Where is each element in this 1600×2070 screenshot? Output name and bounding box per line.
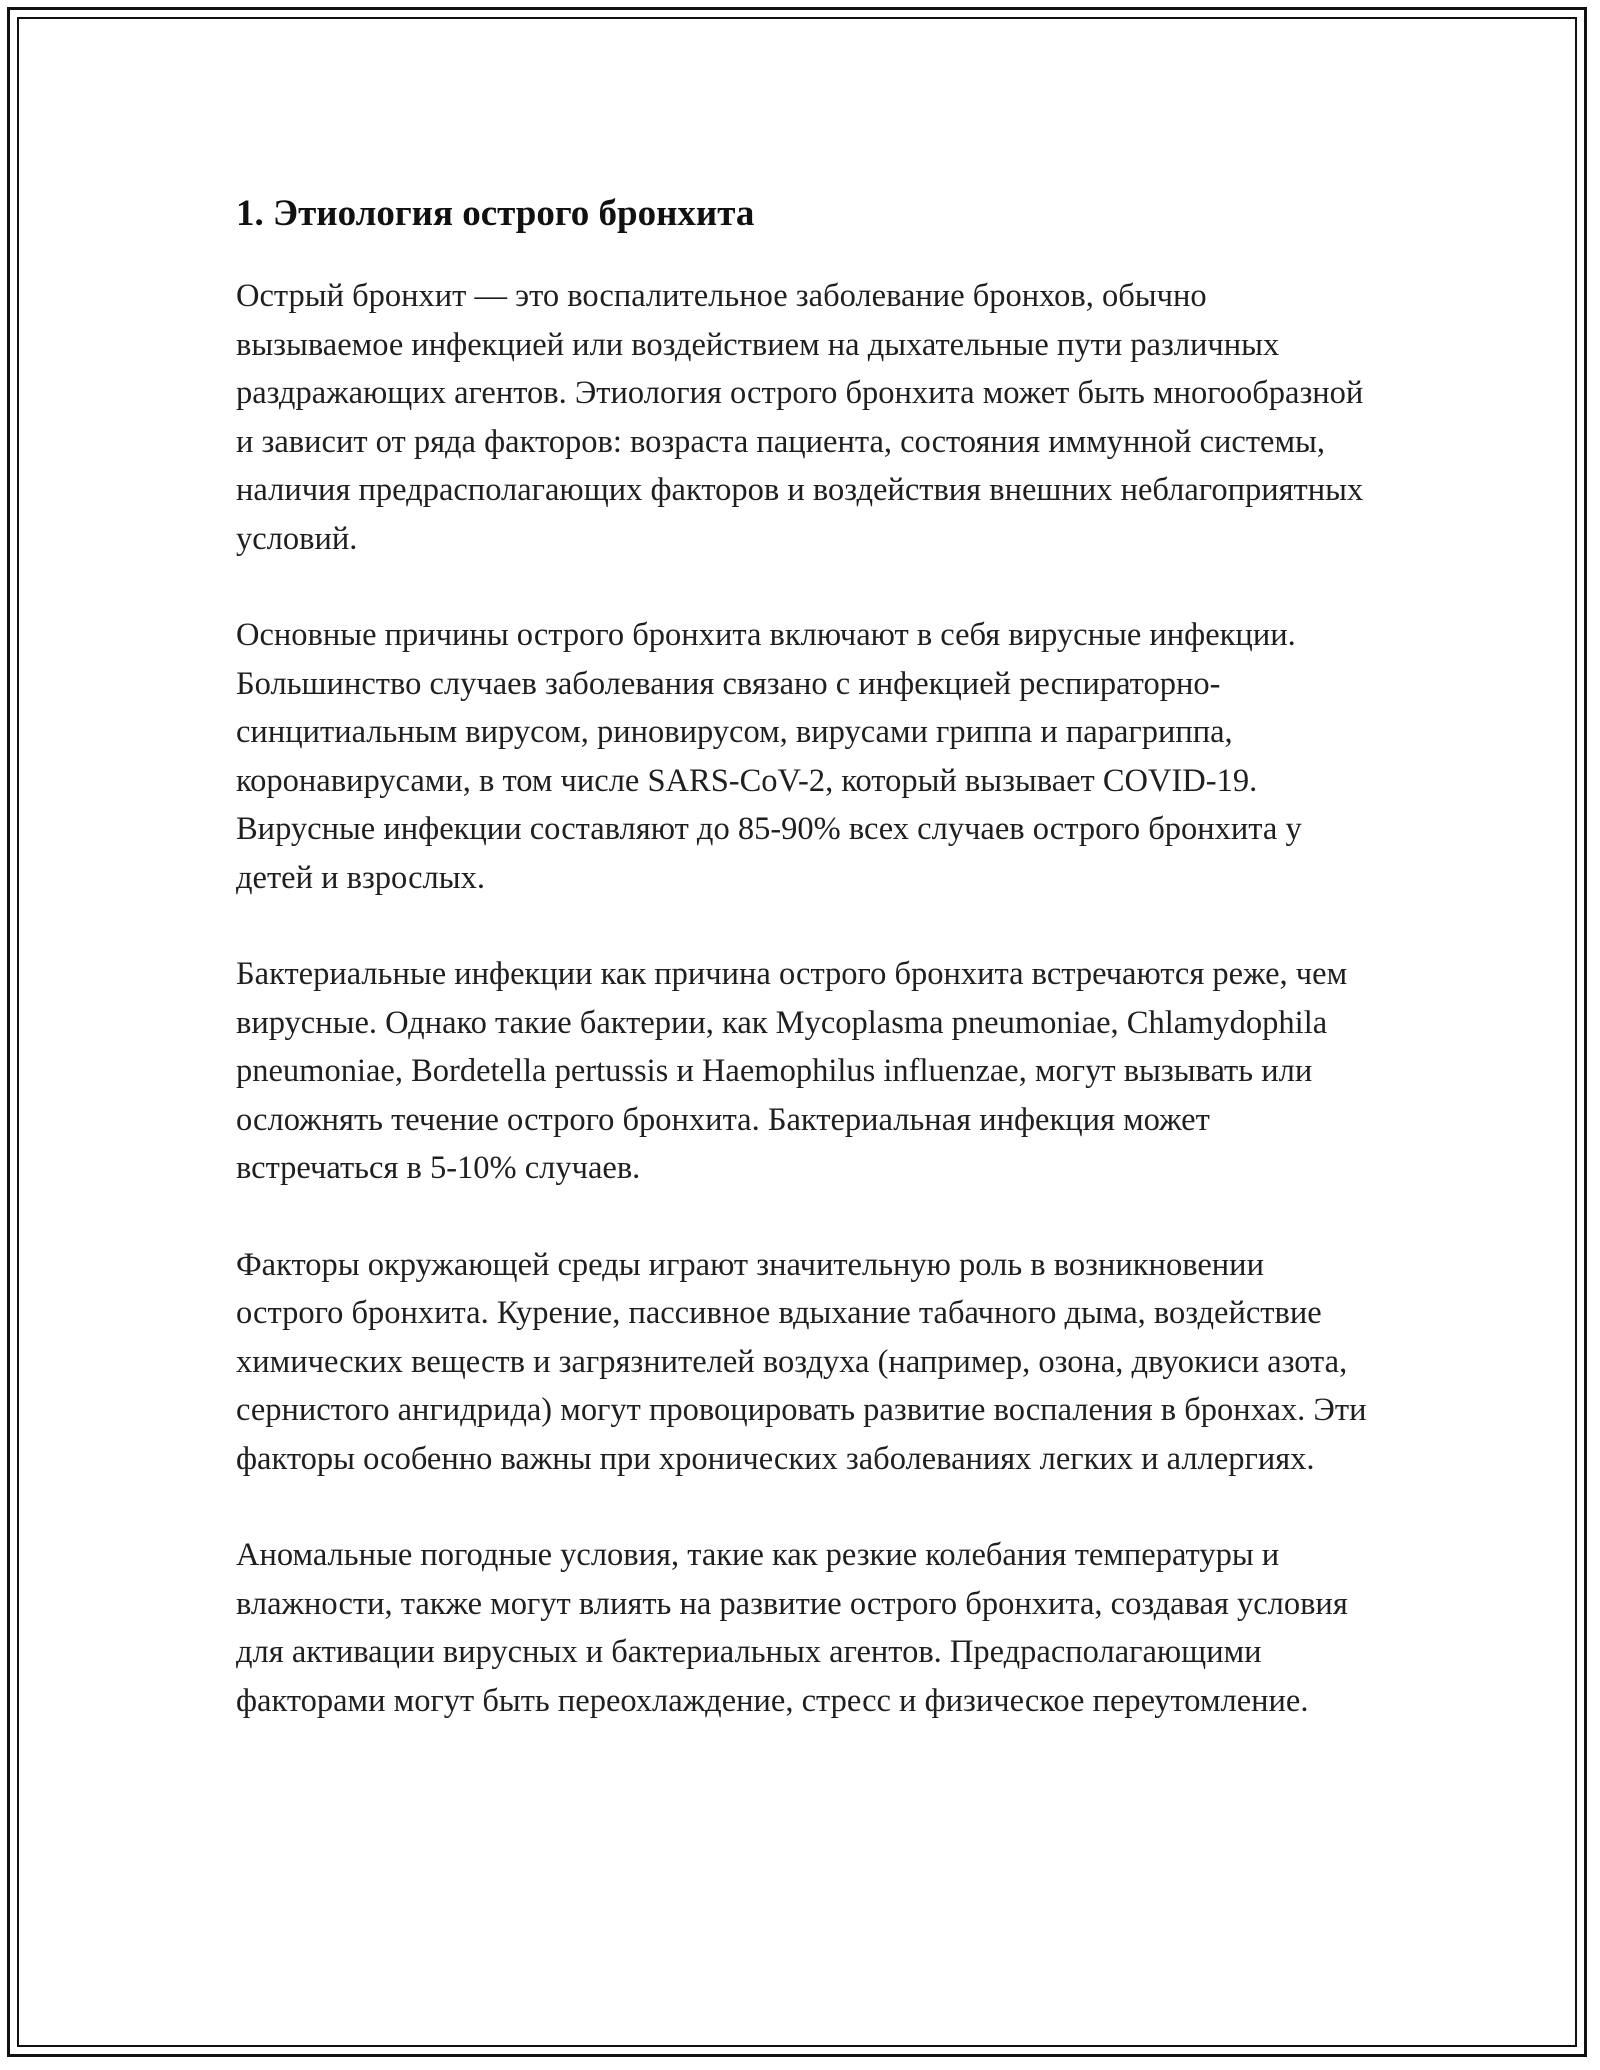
paragraph-viral-causes: Основные причины острого бронхита включают в себя вирусные инфекции. Большинство случаев заболевания связано с инфекцией респираторно-синцитиальным вирусом, риновирусом, вирусами гриппа и парагриппа, коронавирусами, в том числе SARS-CoV-2, который вызывает COVID-19. Вирусные инфекции составляют до 85-90% всех случаев острого бронхита у детей и взрослых.	[236, 617, 1302, 896]
paragraph-weather-factors: Аномальные погодные условия, такие как резкие колебания температуры и влажности, также могут влиять на развитие острого бронхита, создавая условия для активации вирусных и бактериальных агентов. Предрасполагающими факторами могут быть переохлаждение, стресс и физическое переутомление.	[236, 1537, 1348, 1719]
paragraph-environmental-factors: Факторы окружающей среды играют значительную роль в возникновении острого бронхита. Курение, пассивное вдыхание табачного дыма, воздействие химических веществ и загрязнителей воздуха (например, озона, двуокиси азота, сернистого ангидрида) могут провоцировать развитие воспаления в бронхах. Эти факторы особенно важны при хронических заболеваниях легких и аллергиях.	[236, 1246, 1367, 1477]
paragraph-definition: Острый бронхит — это воспалительное заболевание бронхов, обычно вызываемое инфекцией или воздействием на дыхательные пути различных раздражающих агентов. Этиология острого бронхита может быть многообразной и зависит от ряда факторов: возраста пациента, состояния иммунной системы, наличия предрасполагающих факторов и воздействия внешних неблагоприятных условий.	[236, 278, 1364, 557]
paragraph-bacterial-causes: Бактериальные инфекции как причина острого бронхита встречаются реже, чем вирусные. Однако такие бактерии, как Mycoplasma pneumoniae, Chlamydophila pneumoniae, Bordetella pertussis и Haemophilus influenzae, могут вызывать или осложнять течение острого бронхита. Бактериальная инфекция может встречаться в 5-10% случаев.	[236, 956, 1348, 1186]
document-body	[236, 188, 1376, 1773]
section-heading: 1. Этиология острого бронхита	[236, 193, 755, 234]
